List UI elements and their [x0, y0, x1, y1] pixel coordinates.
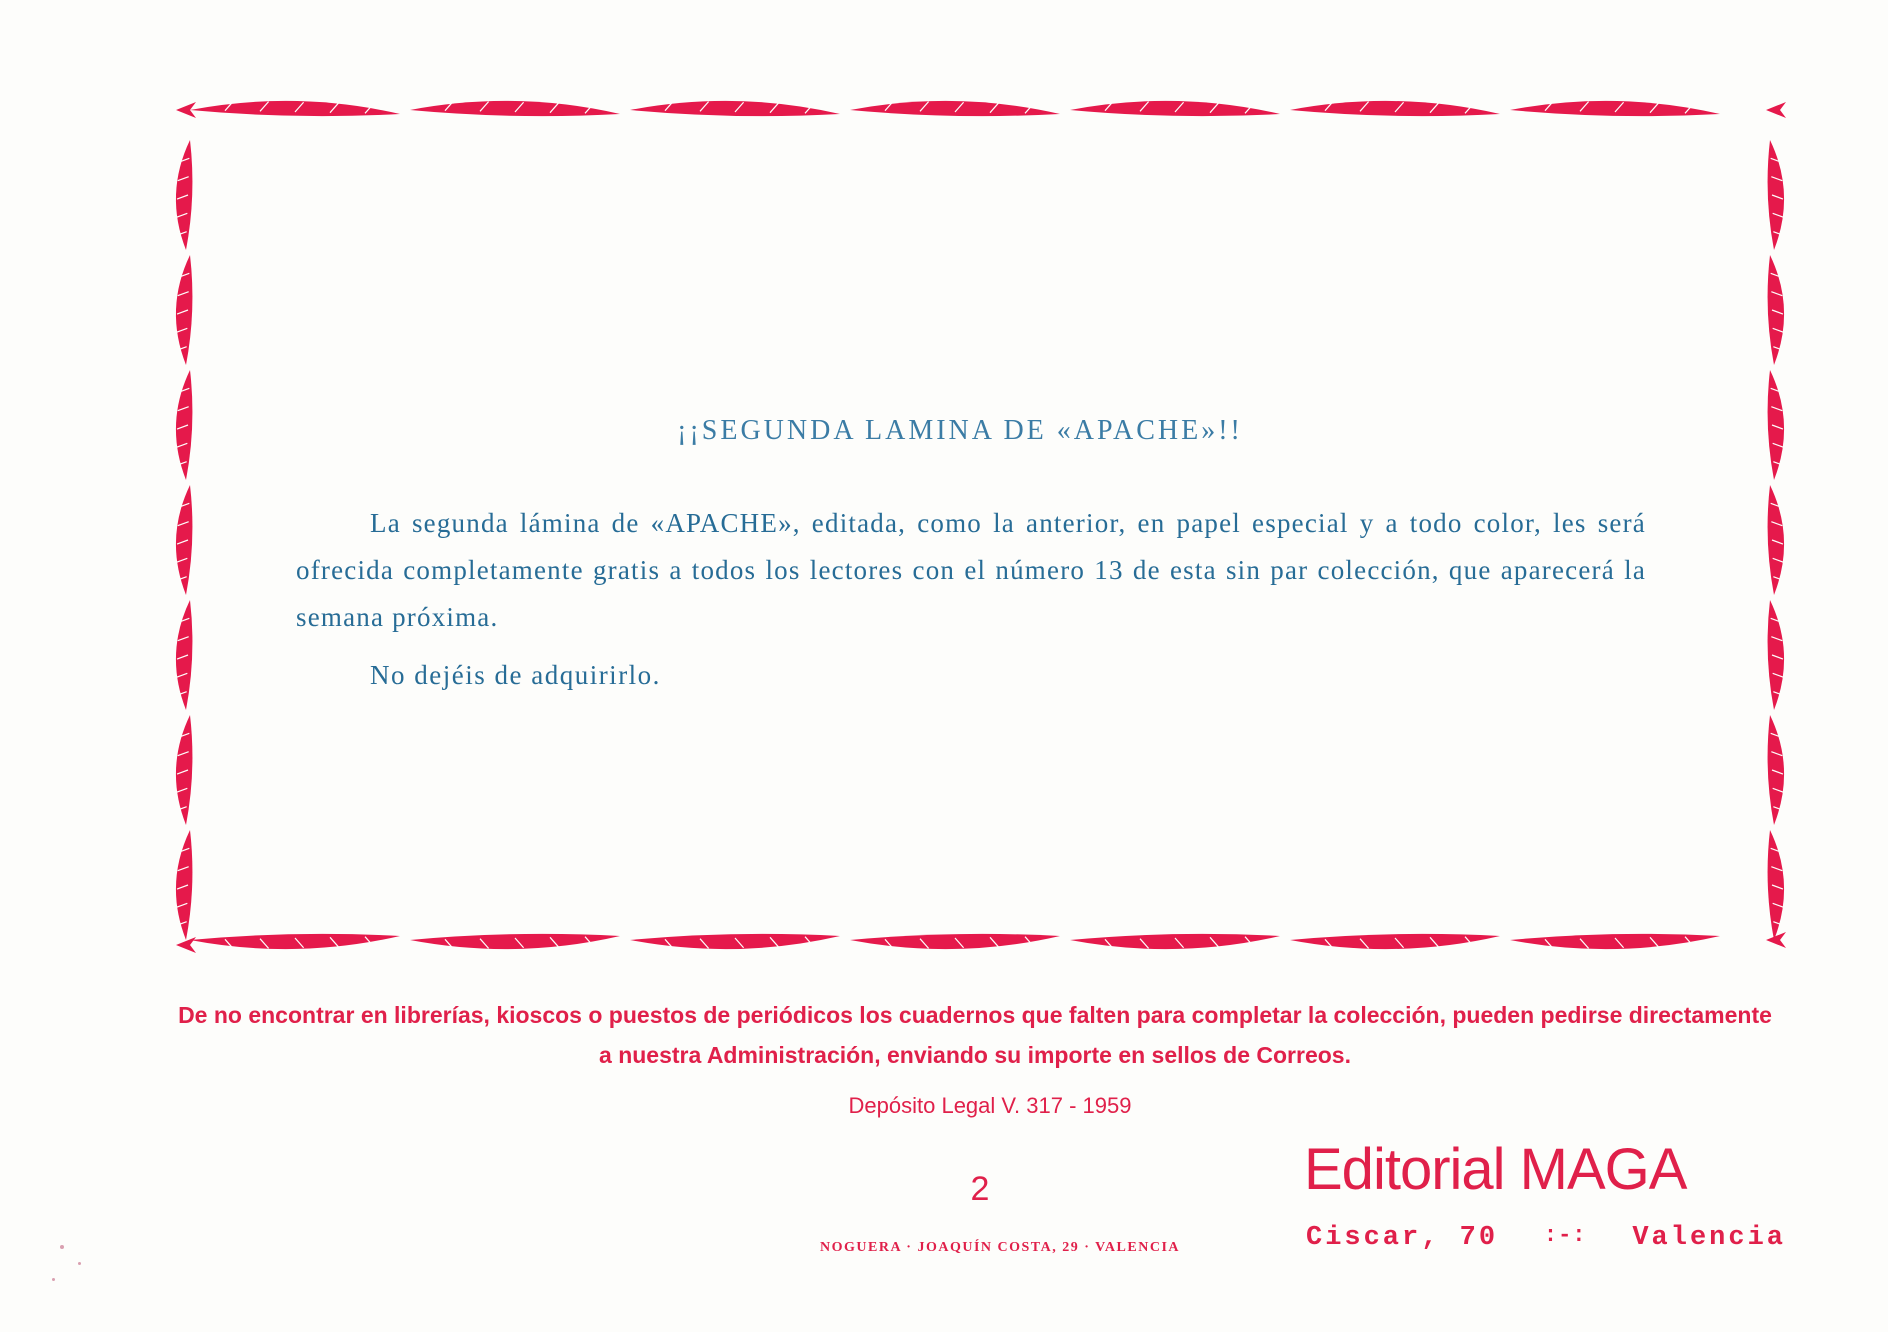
publisher-name: Editorial MAGA [1304, 1137, 1687, 1202]
publisher-city: Valencia [1632, 1223, 1786, 1253]
print-speck [78, 1262, 81, 1265]
border-leaf-left [176, 830, 193, 940]
border-leaf-left [176, 255, 193, 365]
border-leaf-right [1768, 370, 1785, 480]
border-leaf-right [1768, 255, 1785, 365]
announcement-closing: No dejéis de adquirirlo. [370, 660, 661, 690]
border-leaf-right [1768, 600, 1785, 710]
border-leaf-left [176, 715, 193, 825]
publisher-street: Ciscar, 70 [1306, 1223, 1499, 1253]
announcement-title: ¡¡SEGUNDA LAMINA DE «APACHE»!! [677, 415, 1243, 446]
page-number: 2 [970, 1170, 990, 1208]
border-leaf-right [1768, 485, 1785, 595]
print-speck [52, 1278, 55, 1281]
back-issues-notice: De no encontrar en librerías, kioscos o puestos de periódicos los cuadernos que falten para completar la colección, pueden pedirse directamente a nuestra Administración, enviando su importe en sellos de Correos. [178, 1002, 1772, 1068]
address-separator: :-: [1543, 1223, 1587, 1248]
printer-line: NOGUERA · JOAQUÍN COSTA, 29 · VALENCIA [820, 1240, 1180, 1255]
border-leaf-right [1768, 830, 1785, 940]
publisher-address [1306, 1223, 1786, 1253]
legal-deposit: Depósito Legal V. 317 - 1959 [848, 1093, 1132, 1118]
border-leaf-left [176, 485, 193, 595]
border-corner-ornament [1766, 102, 1786, 118]
print-speck [60, 1245, 64, 1249]
announcement-body: La segunda lámina de «APACHE», editada, como la anterior, en papel especial y a todo color, les será ofrecida completamente gratis a todos los lectores con el número 13 de esta sin par colección, que aparecerá la semana próxima. [296, 508, 1646, 632]
border-leaf-right [1768, 715, 1785, 825]
border-leaf-left [176, 600, 193, 710]
publisher-block [1300, 1135, 1786, 1253]
border-leaf-right [1768, 140, 1785, 250]
border-leaf-left [176, 370, 193, 480]
border-leaf-left [176, 140, 193, 250]
